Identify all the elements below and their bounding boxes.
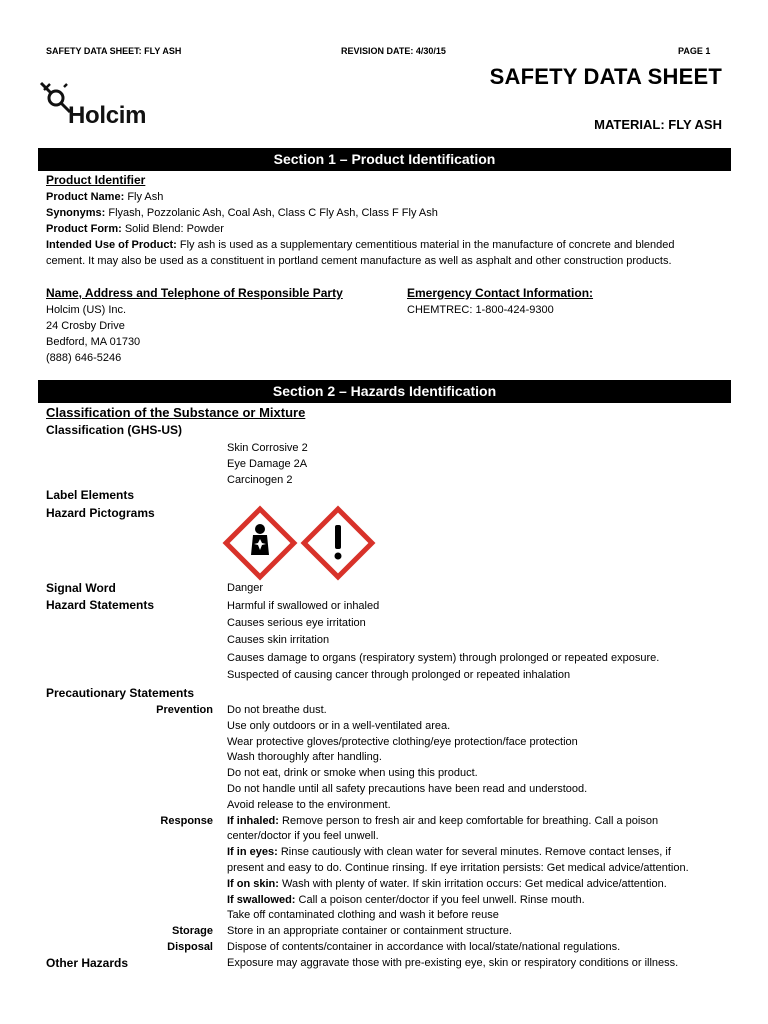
response-inhaled: If inhaled: Remove person to fresh air and keep comfortable for breathing. Call a poison — [227, 815, 659, 827]
synonyms-row: Synonyms: Flyash, Pozzolanic Ash, Coal Ash, Class C Fly Ash, Class F Fly Ash — [46, 207, 438, 219]
response-eyes: If in eyes: Rinse cautiously with clean water for several minutes. Remove contact lenses, if — [227, 846, 671, 858]
product-name-row: Product Name: Fly Ash — [46, 191, 164, 203]
hazard-pictograms-label: Hazard Pictograms — [46, 506, 155, 520]
party-line: (888) 646-5246 — [46, 352, 122, 364]
hazard-statement: Causes damage to organs (respiratory system) through prolonged or repeated exposure. — [227, 652, 660, 664]
hazard-statement: Causes skin irritation — [227, 634, 330, 646]
classification-label: Classification (GHS-US) — [46, 423, 183, 437]
disposal-text: Dispose of contents/container in accordance with local/state/national regulations. — [227, 941, 621, 953]
hazard-statement: Harmful if swallowed or inhaled — [227, 600, 380, 612]
party-line: 24 Crosby Drive — [46, 320, 125, 332]
prevention-item: Wear protective gloves/protective clothing/eye protection/face protection — [227, 736, 578, 748]
signal-word-label: Signal Word — [46, 581, 116, 595]
classification-heading: Classification of the Substance or Mixture — [46, 405, 306, 420]
hazard-statements-label: Hazard Statements — [46, 598, 155, 612]
party-line: Bedford, MA 01730 — [46, 336, 141, 348]
label-elements-label: Label Elements — [46, 488, 135, 502]
prevention-item: Do not breathe dust. — [227, 704, 327, 716]
prevention-label: Prevention — [156, 704, 213, 716]
page-number: PAGE 1 — [678, 46, 711, 56]
classification-item: Skin Corrosive 2 — [227, 442, 308, 454]
classification-item: Carcinogen 2 — [227, 474, 293, 486]
emergency-contact-line: CHEMTREC: 1-800-424-9300 — [407, 304, 554, 316]
response-contaminated: Take off contaminated clothing and wash it before reuse — [227, 909, 499, 921]
logo-text: Holcim — [68, 102, 147, 129]
other-hazards-text: Exposure may aggravate those with pre-existing eye, skin or respiratory conditions or illness. — [227, 957, 679, 969]
exclamation-pictogram-icon — [300, 505, 376, 581]
section-2-bar: Section 2 – Hazards Identification — [38, 380, 731, 403]
response-label: Response — [160, 815, 213, 827]
storage-text: Store in an appropriate container or containment structure. — [227, 925, 512, 937]
emergency-contact-heading: Emergency Contact Information: — [407, 286, 594, 300]
response-swallowed: If swallowed: Call a poison center/doctor if you feel unwell. Rinse mouth. — [227, 894, 585, 906]
revision-date: REVISION DATE: 4/30/15 — [341, 46, 446, 56]
product-identifier-heading: Product Identifier — [46, 173, 146, 187]
disposal-label: Disposal — [167, 941, 213, 953]
intended-use-row-2: cement. It may also be used as a constituent in portland cement manufacture as well as asphalt and other construction products. — [46, 255, 672, 267]
storage-label: Storage — [172, 925, 213, 937]
responsible-party-heading: Name, Address and Telephone of Responsible Party — [46, 286, 343, 300]
response-eyes-2: present and easy to do. Continue rinsing. If eye irritation persists: Get medical advice/attention. — [227, 862, 689, 874]
prevention-item: Avoid release to the environment. — [227, 799, 391, 811]
prevention-item: Do not handle until all safety precautions have been read and understood. — [227, 783, 588, 795]
prevention-item: Do not eat, drink or smoke when using this product. — [227, 767, 478, 779]
signal-word: Danger — [227, 582, 264, 594]
prevention-item: Use only outdoors or in a well-ventilated area. — [227, 720, 451, 732]
hazard-statement: Suspected of causing cancer through prolonged or repeated inhalation — [227, 669, 571, 681]
product-form-row: Product Form: Solid Blend: Powder — [46, 223, 224, 235]
response-inhaled-2: center/doctor if you feel unwell. — [227, 830, 379, 842]
other-hazards-label: Other Hazards — [46, 956, 129, 970]
page-title: SAFETY DATA SHEET — [489, 64, 722, 89]
prevention-item: Wash thoroughly after handling. — [227, 751, 382, 763]
response-skin: If on skin: Wash with plenty of water. If skin irritation occurs: Get medical advice/attention. — [227, 878, 667, 890]
material-label: MATERIAL: FLY ASH — [594, 117, 722, 132]
health-hazard-pictogram-icon — [222, 505, 298, 581]
doc-header-title: SAFETY DATA SHEET: FLY ASH — [46, 46, 182, 56]
section-1-bar: Section 1 – Product Identification — [38, 148, 731, 171]
precautionary-label: Precautionary Statements — [46, 686, 195, 700]
classification-item: Eye Damage 2A — [227, 458, 308, 470]
intended-use-row: Intended Use of Product: Fly ash is used as a supplementary cementitious material in the manufacture of concrete and blended — [46, 239, 675, 251]
party-line: Holcim (US) Inc. — [46, 304, 127, 316]
holcim-logo — [38, 80, 168, 132]
hazard-statement: Causes serious eye irritation — [227, 617, 366, 629]
